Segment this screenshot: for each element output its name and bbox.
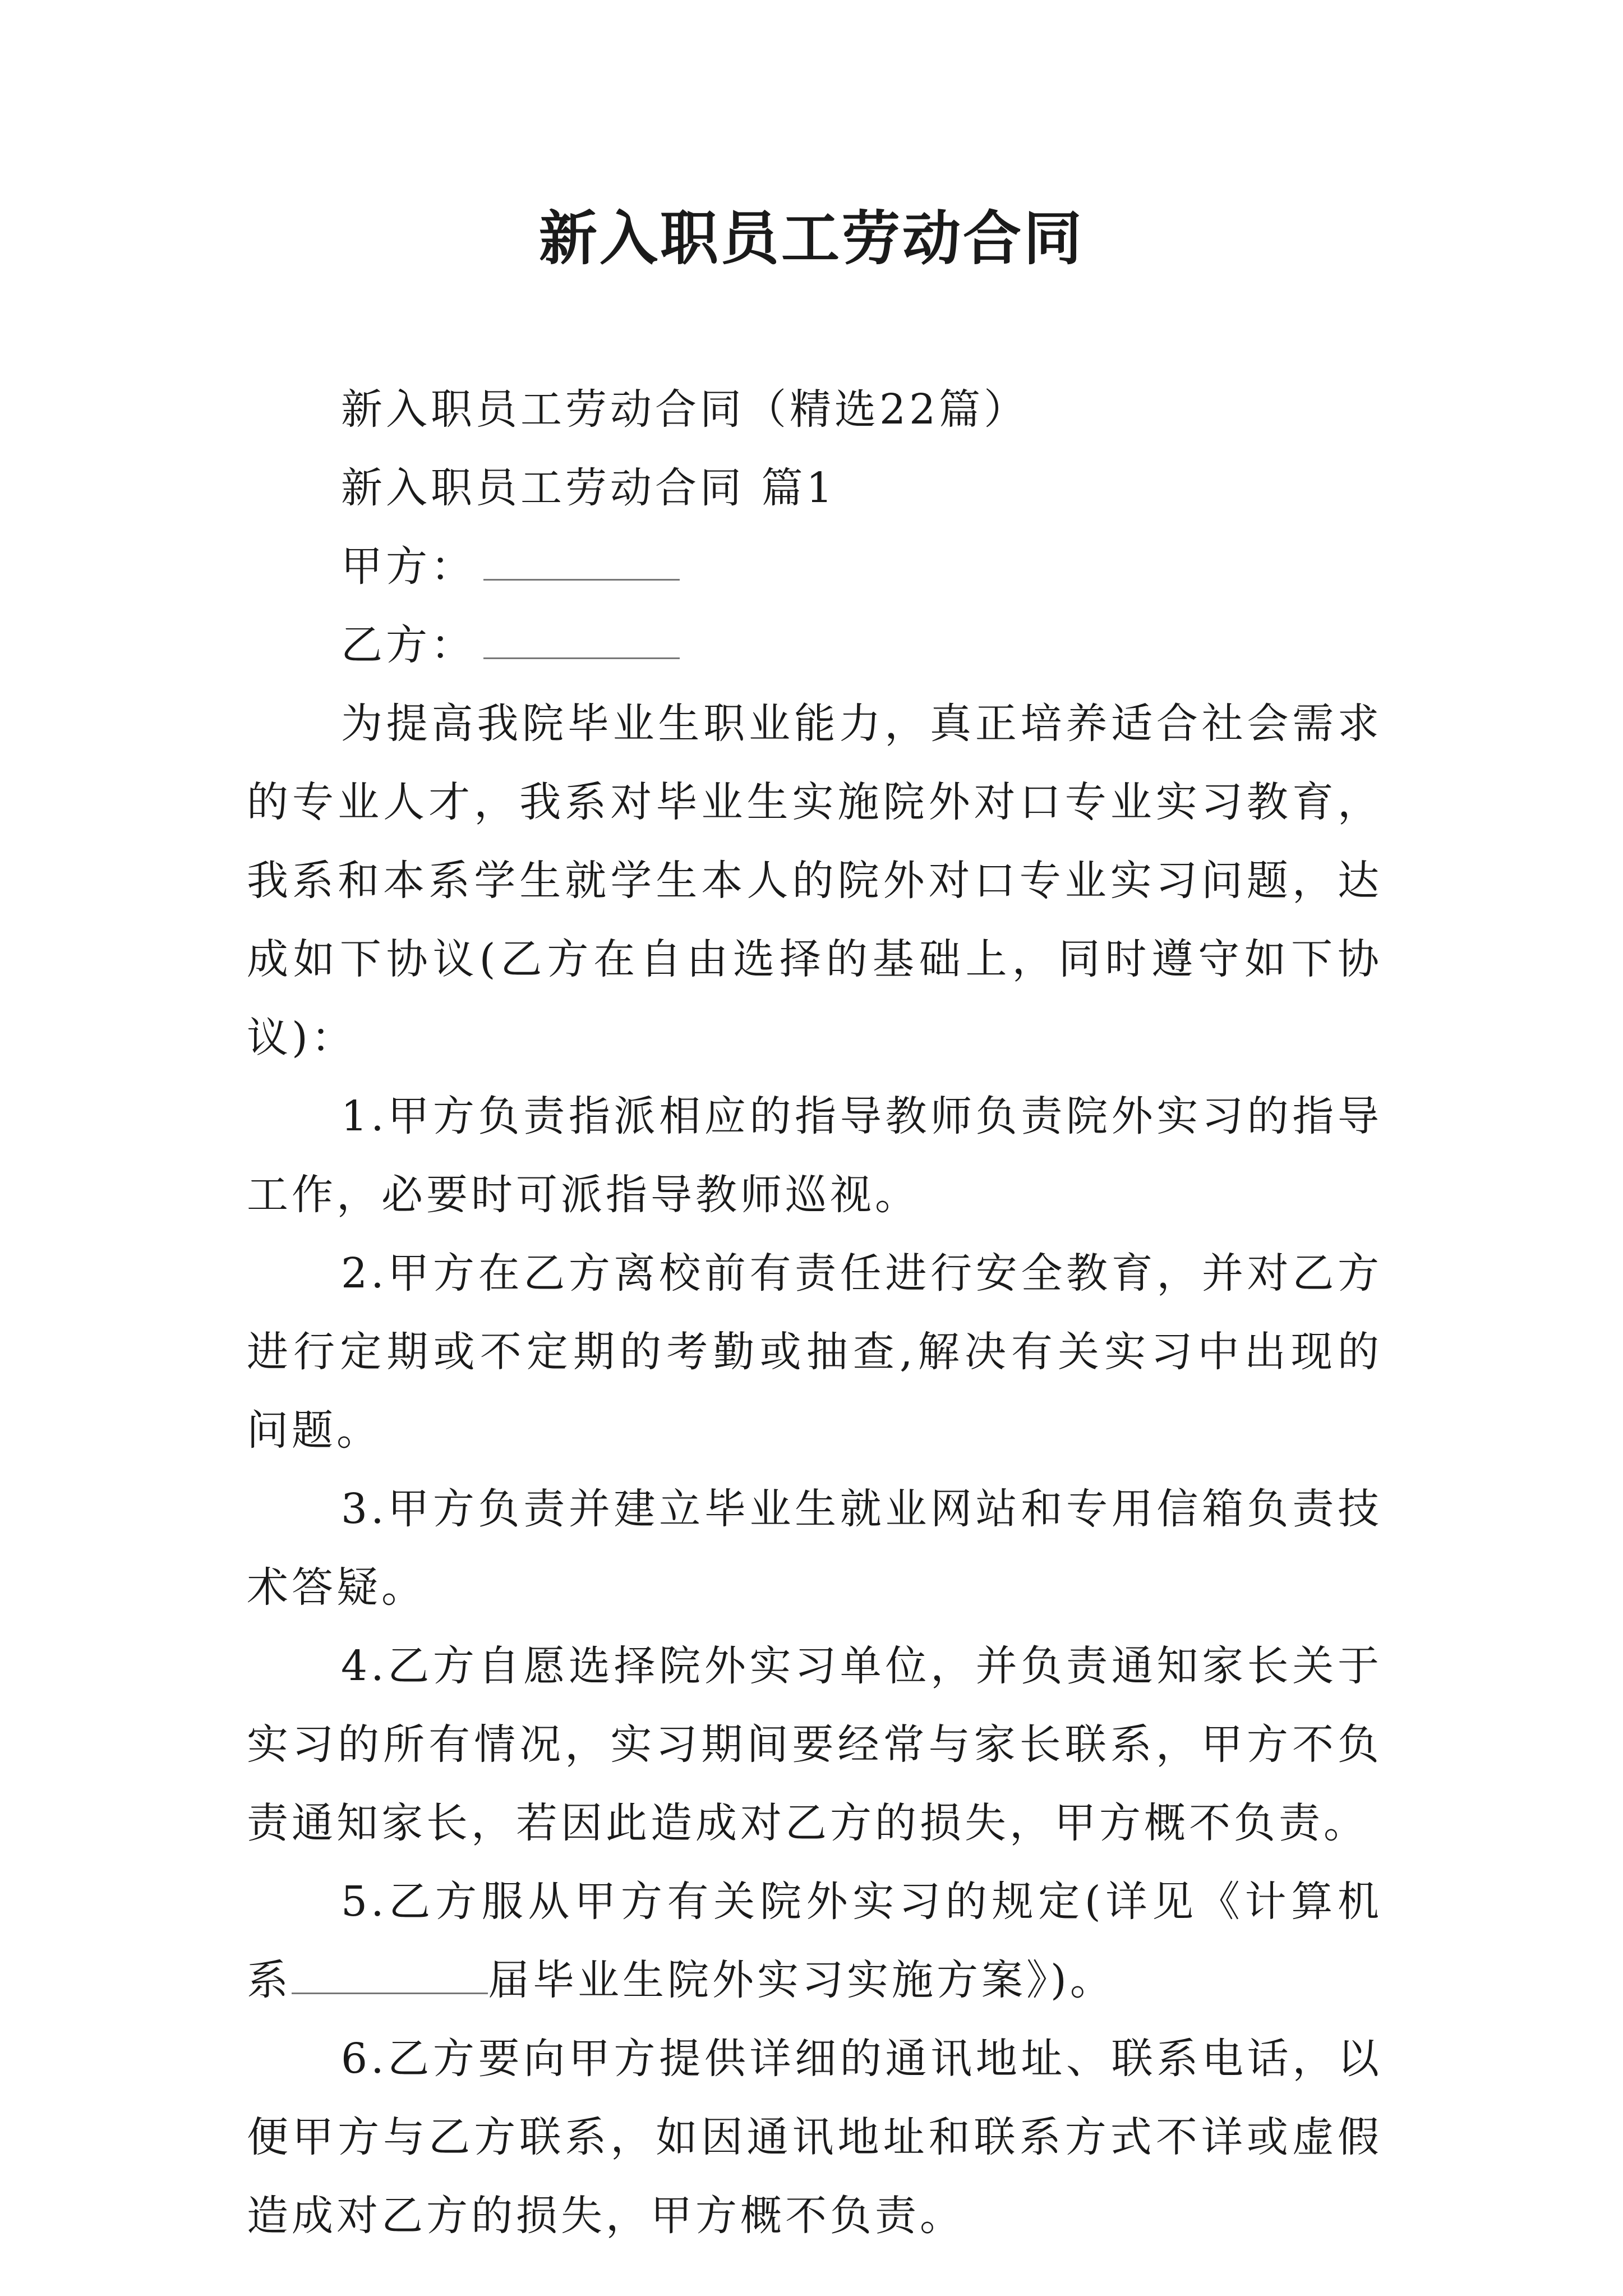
- clause-5-text-before: 5.乙方服从甲方有关院外实习的规定(详见《计算机系: [247, 1878, 1382, 2004]
- document-subtitle: 新入职员工劳动合同（精选22篇）: [341, 385, 1029, 434]
- clause-2: 2.甲方在乙方离校前有责任进行安全教育，并对乙方进行定期或不定期的考勤或抽查,解决有关实习中出现的问题。: [247, 1249, 1382, 1455]
- clause-4: 4.乙方自愿选择院外实习单位，并负责通知家长关于实习的所有情况，实习期间要经常与家长联系，甲方不负责通知家长，若因此造成对乙方的损失，甲方概不负责。: [247, 1642, 1382, 1847]
- party-b-line: [247, 606, 1382, 684]
- party-b-label: 乙方：: [341, 621, 476, 669]
- document-body: [247, 370, 1382, 2255]
- clause-1: 1.甲方负责指派相应的指导教师负责院外实习的指导工作，必要时可派指导教师巡视。: [247, 1092, 1382, 1219]
- section-heading: 新入职员工劳动合同 篇1: [341, 464, 836, 512]
- clause-5-blank: [292, 1943, 488, 1994]
- clause-5: [247, 1862, 1382, 2019]
- intro-paragraph: 为提高我院毕业生职业能力，真正培养适合社会需求的专业人才，我系对毕业生实施院外对口专业实习教育，我系和本系学生就学生本人的院外对口专业实习问题，达成如下协议(乙方在自由选择的基础上，同时遵守如下协议)：: [247, 700, 1382, 1062]
- party-b-blank: [483, 608, 680, 659]
- clause-6: 6.乙方要向甲方提供详细的通讯地址、联系电话，以便甲方与乙方联系，如因通讯地址和联系方式不详或虚假造成对乙方的损失，甲方概不负责。: [247, 2035, 1382, 2240]
- party-a-blank: [483, 530, 680, 581]
- party-a-line: [247, 527, 1382, 606]
- document-title: 新入职员工劳动合同: [538, 204, 1084, 273]
- clause-5-text-after: 届毕业生院外实习实施方案》)。: [488, 1956, 1115, 2004]
- party-a-label: 甲方：: [341, 542, 476, 591]
- clause-3: 3.甲方负责并建立毕业生就业网站和专用信箱负责技术答疑。: [247, 1485, 1382, 1612]
